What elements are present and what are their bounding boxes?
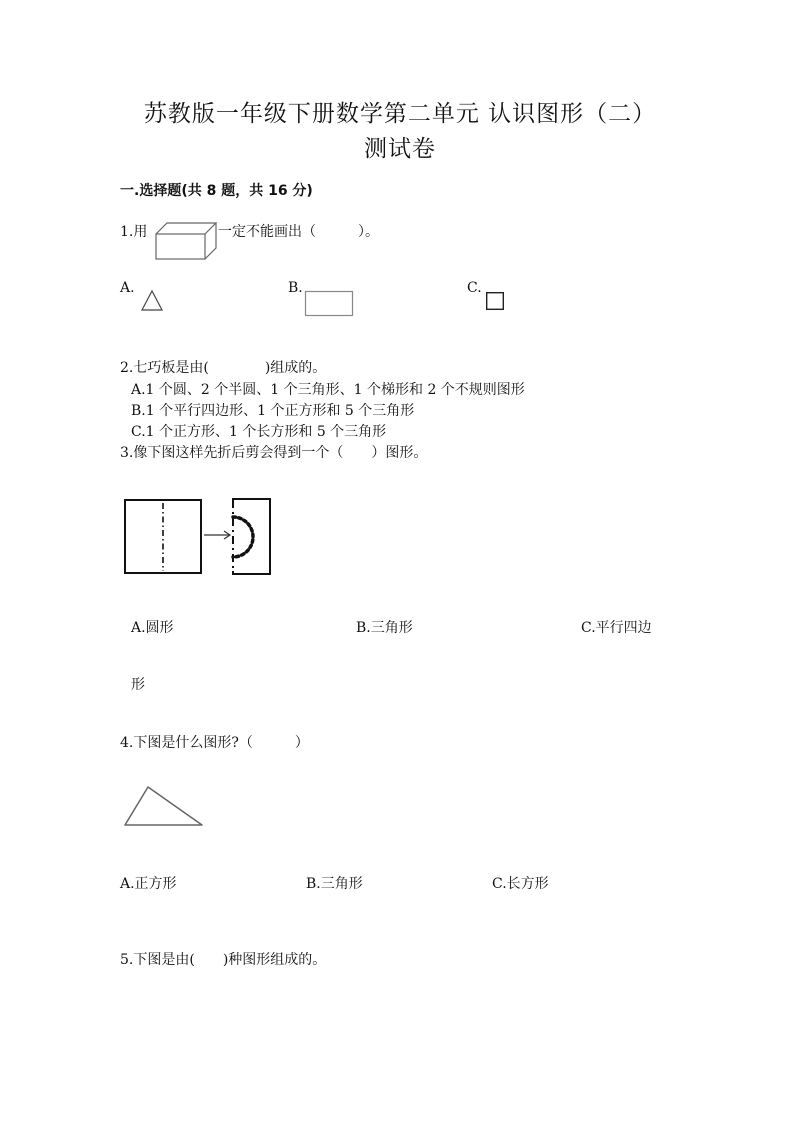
- triangle-icon: [141, 290, 163, 311]
- cut-paper-icon: [229, 498, 271, 575]
- option-b[interactable]: B.三角形: [306, 876, 363, 892]
- arrow-right-icon: [204, 529, 232, 541]
- option-a[interactable]: A.1 个圆、2 个半圆、1 个三角形、1 个梯形和 2 个不规则图形: [131, 382, 525, 398]
- option-c[interactable]: C.1 个正方形、1 个长方形和 5 个三角形: [131, 424, 387, 440]
- option-c[interactable]: C.平行四边: [581, 620, 652, 636]
- option-a[interactable]: A.正方形: [120, 876, 177, 892]
- question-4-stem: 4.下图是什么图形?（ ）: [120, 735, 309, 751]
- question-2-stem: 2.七巧板是由( )组成的。: [120, 360, 327, 376]
- option-a[interactable]: A.: [120, 280, 135, 296]
- question-1-prefix: 1.用: [120, 224, 148, 240]
- page-title-line2: 测试卷: [364, 136, 436, 162]
- option-b[interactable]: B.: [288, 280, 303, 296]
- question-3-stem: 3.像下图这样先折后剪会得到一个（ ）图形。: [120, 445, 428, 461]
- page-title: 苏教版一年级下册数学第二单元 认识图形（二）: [143, 101, 657, 127]
- option-c-wrap: 形: [131, 677, 145, 693]
- question-5-stem: 5.下图是由( )种图形组成的。: [120, 952, 327, 968]
- question-1-suffix: 一定不能画出（ ）。: [218, 224, 379, 240]
- option-c[interactable]: C.: [467, 280, 482, 296]
- triangle-figure-icon: [124, 786, 204, 828]
- option-b[interactable]: B.1 个平行四边形、1 个正方形和 5 个三角形: [131, 403, 415, 419]
- rectangle-icon: [305, 291, 353, 316]
- option-c[interactable]: C.长方形: [492, 876, 549, 892]
- cuboid-icon: [155, 222, 217, 260]
- folded-paper-icon: [124, 499, 202, 574]
- option-b[interactable]: B.三角形: [356, 620, 413, 636]
- option-a[interactable]: A.圆形: [131, 620, 174, 636]
- square-icon: [486, 292, 504, 310]
- section-heading: 一.选择题(共 8 题，共 16 分): [120, 183, 313, 199]
